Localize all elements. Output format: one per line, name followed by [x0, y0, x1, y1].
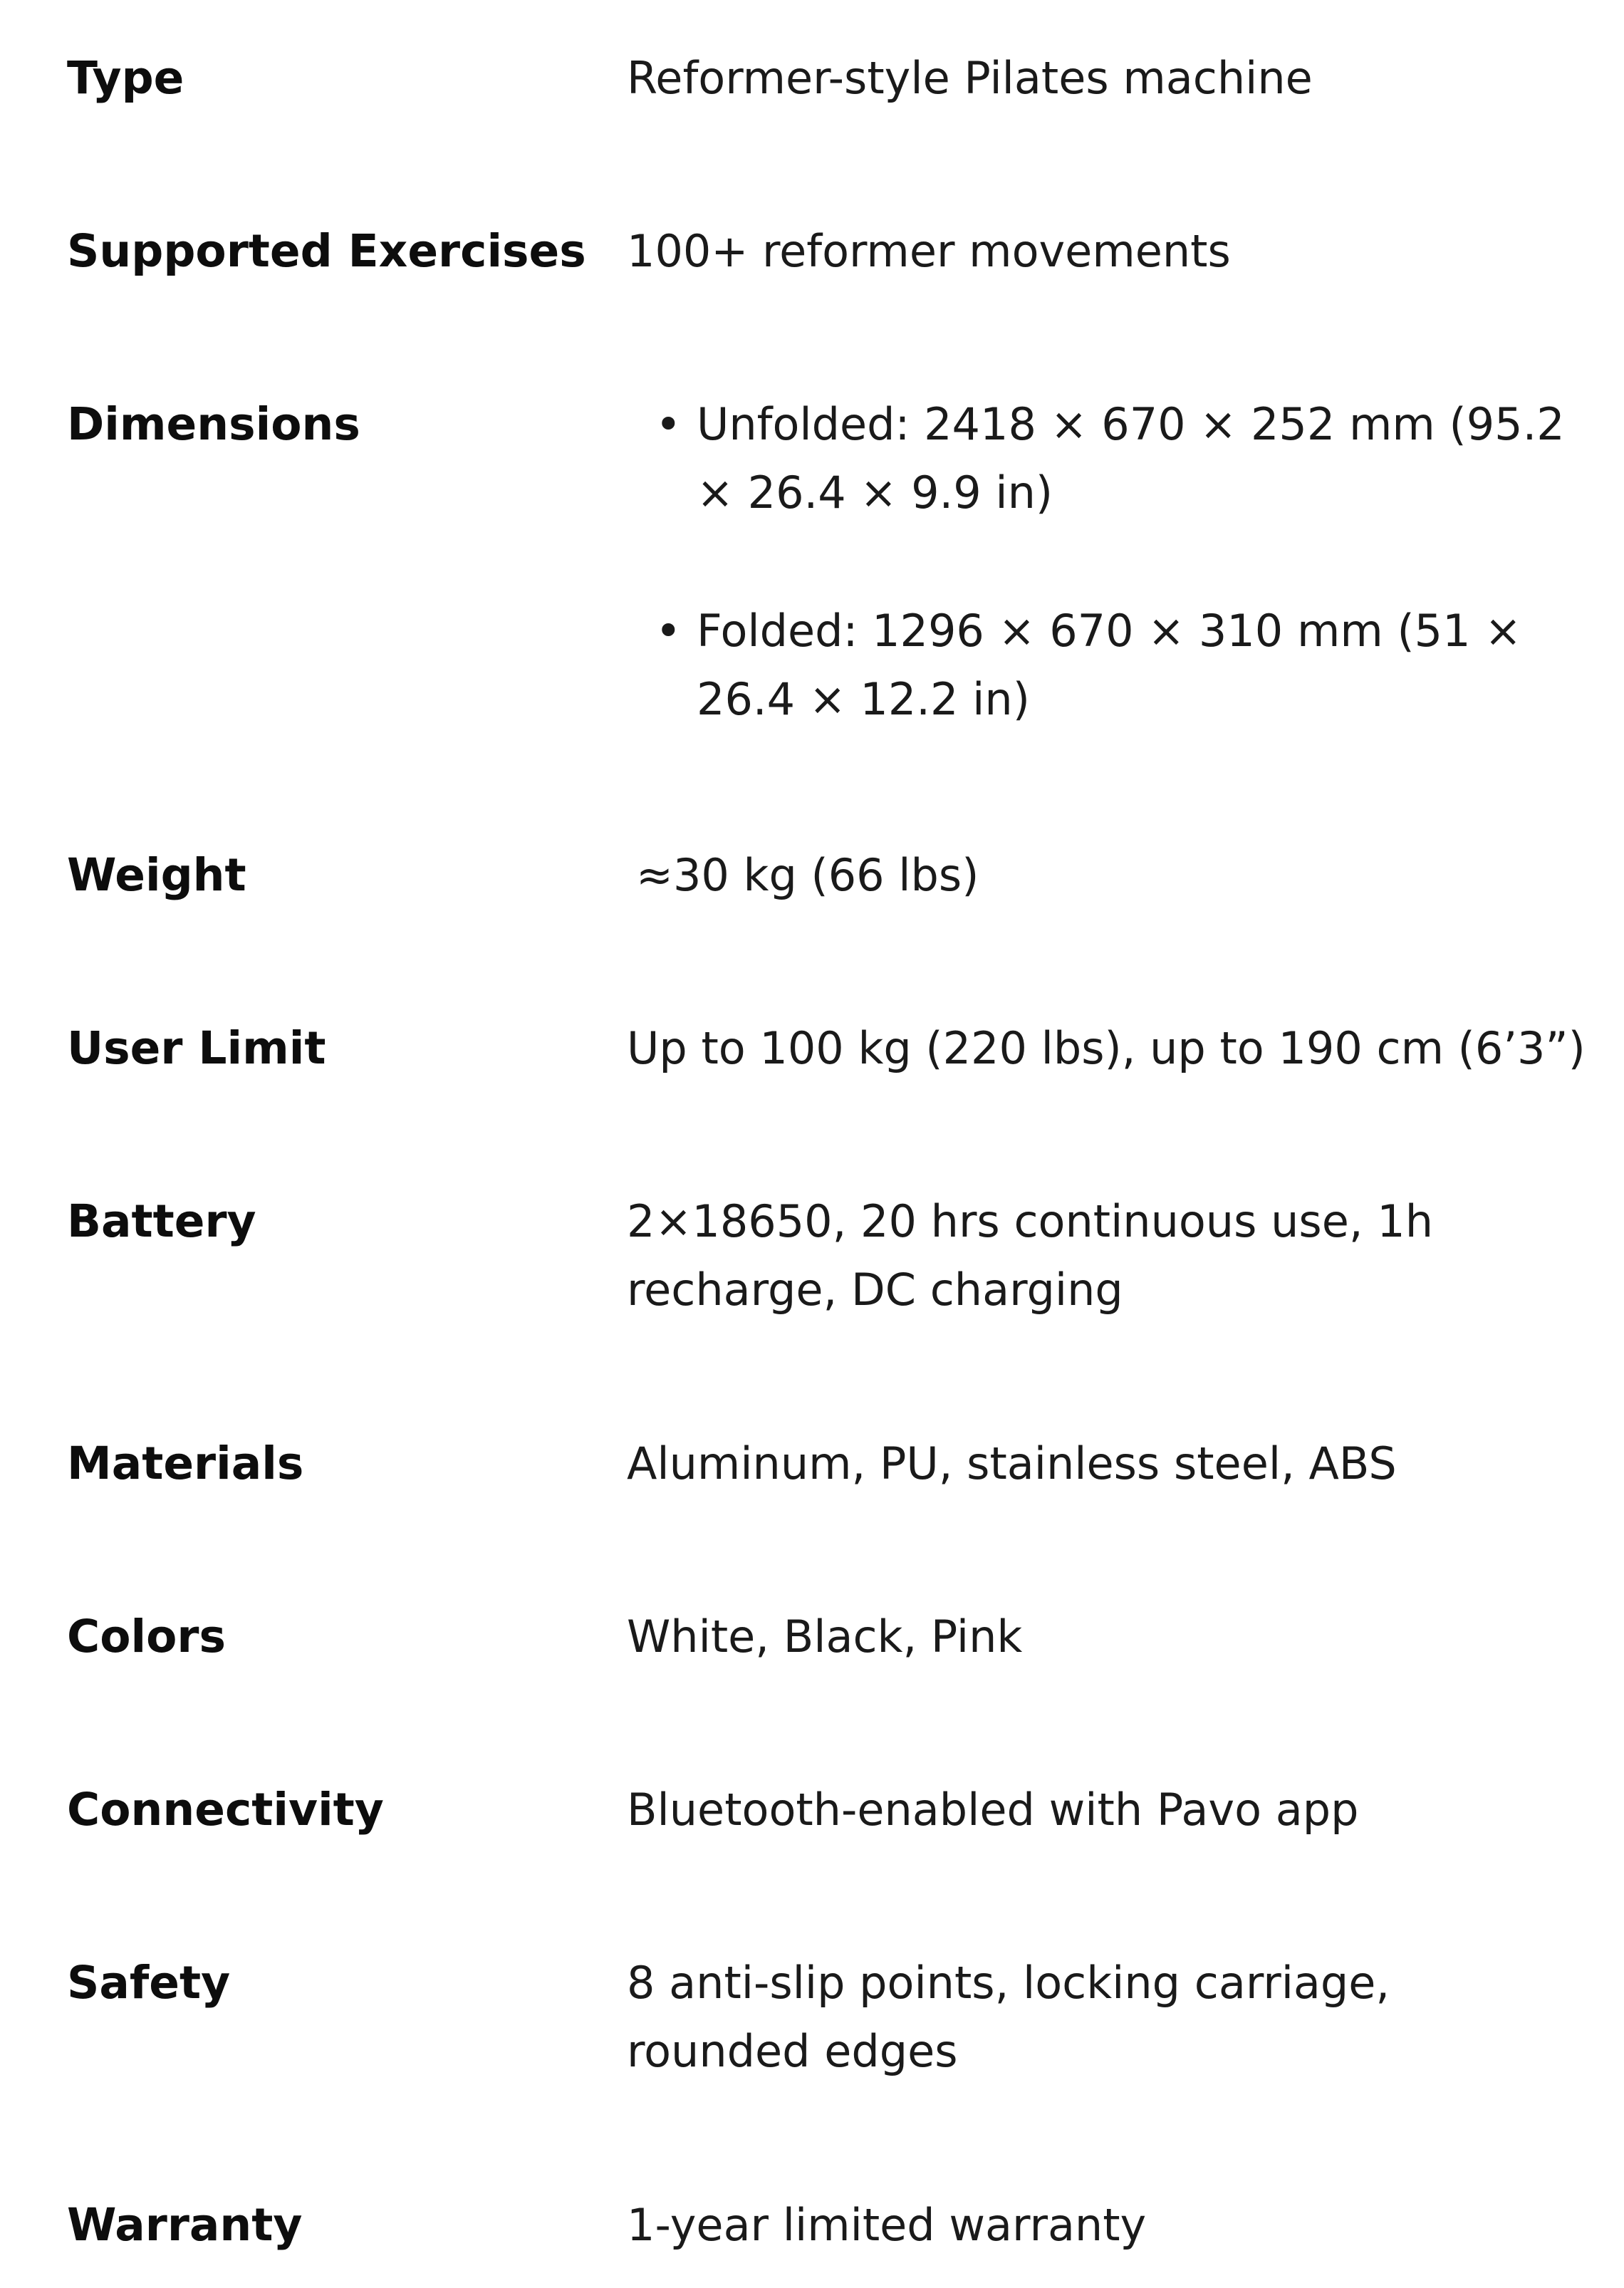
spec-value: 100+ reformer movements	[627, 225, 1231, 277]
spec-label: Materials	[67, 1437, 304, 1489]
dimension-folded: Folded: 1296 × 670 × 310 mm (51 × 26.4 × 12.2 in)	[697, 605, 1522, 725]
spec-label: Dimensions	[67, 398, 360, 450]
spec-label: Weight	[67, 849, 246, 901]
spec-value: Up to 100 kg (220 lbs), up to 190 cm (6’3”)	[627, 1022, 1586, 1074]
spec-label: Safety	[67, 1957, 231, 2009]
dimensions-list	[627, 390, 1581, 734]
dimension-unfolded: Unfolded: 2418 × 670 × 252 mm (95.2 × 26.4 × 9.9 in)	[697, 398, 1565, 519]
spec-value: Reformer-style Pilates machine	[627, 52, 1313, 104]
spec-value: Bluetooth-enabled with Pavo app	[627, 1784, 1359, 1836]
spec-label: Warranty	[67, 2199, 303, 2251]
spec-value: 1-year limited warranty	[627, 2199, 1147, 2251]
bullet-icon: •	[655, 605, 682, 657]
spec-label: Supported Exercises	[67, 225, 586, 277]
spec-value: Aluminum, PU, stainless steel, ABS	[627, 1437, 1397, 1489]
spec-label: User Limit	[67, 1022, 326, 1074]
spec-label: Battery	[67, 1195, 256, 1247]
spec-label: Type	[67, 52, 184, 104]
spec-label: Colors	[67, 1611, 226, 1663]
bullet-icon: •	[655, 398, 682, 450]
spec-value: 2×18650, 20 hrs continuous use, 1h recharge, DC charging	[627, 1195, 1434, 1316]
spec-value: 8 anti-slip points, locking carriage, rounded edges	[627, 1957, 1390, 2077]
spec-value: ≈30 kg (66 lbs)	[636, 849, 979, 901]
spec-value: White, Black, Pink	[627, 1611, 1023, 1663]
spec-label: Connectivity	[67, 1784, 384, 1836]
list-item	[627, 390, 1581, 527]
list-item	[627, 597, 1581, 734]
